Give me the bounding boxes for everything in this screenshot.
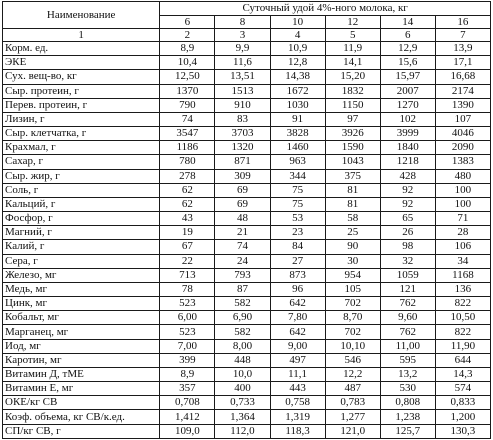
value-cell: 448 <box>215 353 270 367</box>
table-row <box>3 396 491 410</box>
table-row <box>3 424 491 438</box>
yield-level-cell: 8 <box>215 16 270 29</box>
value-cell: 105 <box>325 282 380 296</box>
table-row <box>3 155 491 169</box>
value-cell: 10,0 <box>215 367 270 381</box>
value-cell: 97 <box>325 112 380 126</box>
value-cell: 1370 <box>160 84 215 98</box>
value-cell: 83 <box>215 112 270 126</box>
column-number-cell: 5 <box>325 29 380 42</box>
value-cell: 1460 <box>270 141 325 155</box>
value-cell: 873 <box>270 268 325 282</box>
row-label: Цинк, мг <box>3 297 160 311</box>
value-cell: 13,9 <box>435 42 490 56</box>
value-cell: 1030 <box>270 98 325 112</box>
value-cell: 27 <box>270 254 325 268</box>
value-cell: 107 <box>435 112 490 126</box>
row-label: Фосфор, г <box>3 212 160 226</box>
row-label: Кальций, г <box>3 197 160 211</box>
value-cell: 69 <box>215 197 270 211</box>
table-row <box>3 212 491 226</box>
value-cell: 69 <box>215 183 270 197</box>
table-row <box>3 382 491 396</box>
value-cell: 399 <box>160 353 215 367</box>
row-label: Сера, г <box>3 254 160 268</box>
table-row <box>3 282 491 296</box>
value-cell: 53 <box>270 212 325 226</box>
value-cell: 11,9 <box>325 42 380 56</box>
value-cell: 15,20 <box>325 70 380 84</box>
value-cell: 910 <box>215 98 270 112</box>
table-row <box>3 169 491 183</box>
value-cell: 1,200 <box>435 410 490 424</box>
value-cell: 15,6 <box>380 56 435 70</box>
value-cell: 702 <box>325 325 380 339</box>
value-cell: 963 <box>270 155 325 169</box>
row-label: Лизин, г <box>3 112 160 126</box>
value-cell: 17,1 <box>435 56 490 70</box>
value-cell: 793 <box>215 268 270 282</box>
value-cell: 121,0 <box>325 424 380 438</box>
row-label: Сыр. жир, г <box>3 169 160 183</box>
value-cell: 8,9 <box>160 367 215 381</box>
value-cell: 14,3 <box>435 367 490 381</box>
value-cell: 0,833 <box>435 396 490 410</box>
table-row <box>3 353 491 367</box>
value-cell: 9,60 <box>380 311 435 325</box>
value-cell: 480 <box>435 169 490 183</box>
value-cell: 22 <box>160 254 215 268</box>
value-cell: 2007 <box>380 84 435 98</box>
value-cell: 0,708 <box>160 396 215 410</box>
value-cell: 702 <box>325 297 380 311</box>
value-cell: 3926 <box>325 127 380 141</box>
value-cell: 642 <box>270 325 325 339</box>
column-number-cell: 2 <box>160 29 215 42</box>
table-row <box>3 127 491 141</box>
row-label: Перев. протеин, г <box>3 98 160 112</box>
value-cell: 58 <box>325 212 380 226</box>
value-cell: 11,00 <box>380 339 435 353</box>
value-cell: 28 <box>435 226 490 240</box>
value-cell: 78 <box>160 282 215 296</box>
value-cell: 780 <box>160 155 215 169</box>
value-cell: 1043 <box>325 155 380 169</box>
value-cell: 11,1 <box>270 367 325 381</box>
value-cell: 6,90 <box>215 311 270 325</box>
value-cell: 400 <box>215 382 270 396</box>
value-cell: 10,10 <box>325 339 380 353</box>
value-cell: 1840 <box>380 141 435 155</box>
value-cell: 14,1 <box>325 56 380 70</box>
value-cell: 0,783 <box>325 396 380 410</box>
value-cell: 81 <box>325 197 380 211</box>
value-cell: 582 <box>215 297 270 311</box>
value-cell: 9,9 <box>215 42 270 56</box>
row-label: Сух. вещ-во, кг <box>3 70 160 84</box>
column-numbers-row <box>3 29 491 42</box>
value-cell: 1270 <box>380 98 435 112</box>
value-cell: 136 <box>435 282 490 296</box>
table-row <box>3 183 491 197</box>
value-cell: 0,808 <box>380 396 435 410</box>
value-cell: 100 <box>435 197 490 211</box>
value-cell: 822 <box>435 297 490 311</box>
value-cell: 1059 <box>380 268 435 282</box>
value-cell: 278 <box>160 169 215 183</box>
row-label: Витамин Д, тМЕ <box>3 367 160 381</box>
value-cell: 121 <box>380 282 435 296</box>
value-cell: 90 <box>325 240 380 254</box>
value-cell: 1383 <box>435 155 490 169</box>
row-label: Корм. ед. <box>3 42 160 56</box>
value-cell: 48 <box>215 212 270 226</box>
row-label: Кобальт, мг <box>3 311 160 325</box>
value-cell: 309 <box>215 169 270 183</box>
table-row <box>3 268 491 282</box>
daily-yield-header: Суточный удой 4%-ного молока, кг <box>160 2 491 16</box>
value-cell: 3999 <box>380 127 435 141</box>
value-cell: 11,6 <box>215 56 270 70</box>
table-row <box>3 42 491 56</box>
row-label: Каротин, мг <box>3 353 160 367</box>
value-cell: 574 <box>435 382 490 396</box>
value-cell: 12,8 <box>270 56 325 70</box>
value-cell: 8,70 <box>325 311 380 325</box>
value-cell: 14,38 <box>270 70 325 84</box>
value-cell: 30 <box>325 254 380 268</box>
value-cell: 25 <box>325 226 380 240</box>
value-cell: 375 <box>325 169 380 183</box>
value-cell: 523 <box>160 297 215 311</box>
column-number-cell: 4 <box>270 29 325 42</box>
value-cell: 74 <box>215 240 270 254</box>
value-cell: 12,9 <box>380 42 435 56</box>
value-cell: 644 <box>435 353 490 367</box>
value-cell: 487 <box>325 382 380 396</box>
value-cell: 1672 <box>270 84 325 98</box>
row-label: Коэф. объема, кг СВ/к.ед. <box>3 410 160 424</box>
row-label: Магний, г <box>3 226 160 240</box>
value-cell: 954 <box>325 268 380 282</box>
row-label: Крахмал, г <box>3 141 160 155</box>
yield-level-cell: 6 <box>160 16 215 29</box>
value-cell: 1513 <box>215 84 270 98</box>
value-cell: 582 <box>215 325 270 339</box>
value-cell: 822 <box>435 325 490 339</box>
value-cell: 11,90 <box>435 339 490 353</box>
value-cell: 92 <box>380 197 435 211</box>
value-cell: 87 <box>215 282 270 296</box>
value-cell: 762 <box>380 325 435 339</box>
yield-level-cell: 10 <box>270 16 325 29</box>
table-row <box>3 410 491 424</box>
value-cell: 7,80 <box>270 311 325 325</box>
column-number-cell: 6 <box>380 29 435 42</box>
value-cell: 91 <box>270 112 325 126</box>
value-cell: 62 <box>160 183 215 197</box>
row-label: Марганец, мг <box>3 325 160 339</box>
value-cell: 0,733 <box>215 396 270 410</box>
table-row <box>3 367 491 381</box>
row-label: ЭКЕ <box>3 56 160 70</box>
value-cell: 546 <box>325 353 380 367</box>
column-number-cell: 3 <box>215 29 270 42</box>
value-cell: 530 <box>380 382 435 396</box>
row-label: Иод, мг <box>3 339 160 353</box>
value-cell: 71 <box>435 212 490 226</box>
value-cell: 6,00 <box>160 311 215 325</box>
value-cell: 1320 <box>215 141 270 155</box>
value-cell: 75 <box>270 197 325 211</box>
value-cell: 357 <box>160 382 215 396</box>
value-cell: 762 <box>380 297 435 311</box>
value-cell: 497 <box>270 353 325 367</box>
value-cell: 1590 <box>325 141 380 155</box>
value-cell: 15,97 <box>380 70 435 84</box>
value-cell: 1,412 <box>160 410 215 424</box>
value-cell: 12,50 <box>160 70 215 84</box>
value-cell: 81 <box>325 183 380 197</box>
table-row <box>3 112 491 126</box>
value-cell: 62 <box>160 197 215 211</box>
value-cell: 871 <box>215 155 270 169</box>
value-cell: 1,319 <box>270 410 325 424</box>
column-number-cell: 1 <box>3 29 160 42</box>
value-cell: 21 <box>215 226 270 240</box>
value-cell: 34 <box>435 254 490 268</box>
value-cell: 92 <box>380 183 435 197</box>
value-cell: 98 <box>380 240 435 254</box>
value-cell: 16,68 <box>435 70 490 84</box>
value-cell: 1,277 <box>325 410 380 424</box>
value-cell: 19 <box>160 226 215 240</box>
yield-level-cell: 16 <box>435 16 490 29</box>
value-cell: 2090 <box>435 141 490 155</box>
value-cell: 130,3 <box>435 424 490 438</box>
row-label: Калий, г <box>3 240 160 254</box>
row-label: Сыр. протеин, г <box>3 84 160 98</box>
table-row <box>3 56 491 70</box>
row-label: Сахар, г <box>3 155 160 169</box>
value-cell: 790 <box>160 98 215 112</box>
value-cell: 100 <box>435 183 490 197</box>
nutrition-norms-table <box>2 1 491 439</box>
value-cell: 8,00 <box>215 339 270 353</box>
value-cell: 65 <box>380 212 435 226</box>
yield-level-cell: 12 <box>325 16 380 29</box>
value-cell: 3703 <box>215 127 270 141</box>
table-row <box>3 254 491 268</box>
value-cell: 10,9 <box>270 42 325 56</box>
value-cell: 24 <box>215 254 270 268</box>
table-row <box>3 84 491 98</box>
row-label: Витамин Е, мг <box>3 382 160 396</box>
value-cell: 43 <box>160 212 215 226</box>
value-cell: 32 <box>380 254 435 268</box>
value-cell: 125,7 <box>380 424 435 438</box>
value-cell: 4046 <box>435 127 490 141</box>
value-cell: 1186 <box>160 141 215 155</box>
value-cell: 1,238 <box>380 410 435 424</box>
value-cell: 10,50 <box>435 311 490 325</box>
value-cell: 1150 <box>325 98 380 112</box>
value-cell: 13,51 <box>215 70 270 84</box>
value-cell: 1390 <box>435 98 490 112</box>
table-row <box>3 240 491 254</box>
table-row <box>3 98 491 112</box>
value-cell: 1,364 <box>215 410 270 424</box>
value-cell: 0,758 <box>270 396 325 410</box>
name-column-header: Наименование <box>3 2 160 29</box>
value-cell: 23 <box>270 226 325 240</box>
table-row <box>3 339 491 353</box>
value-cell: 595 <box>380 353 435 367</box>
value-cell: 1218 <box>380 155 435 169</box>
value-cell: 642 <box>270 297 325 311</box>
value-cell: 67 <box>160 240 215 254</box>
row-label: Медь, мг <box>3 282 160 296</box>
value-cell: 713 <box>160 268 215 282</box>
value-cell: 344 <box>270 169 325 183</box>
table-row <box>3 297 491 311</box>
value-cell: 12,2 <box>325 367 380 381</box>
value-cell: 26 <box>380 226 435 240</box>
table-row <box>3 70 491 84</box>
value-cell: 109,0 <box>160 424 215 438</box>
table-row <box>3 311 491 325</box>
value-cell: 106 <box>435 240 490 254</box>
value-cell: 3547 <box>160 127 215 141</box>
value-cell: 8,9 <box>160 42 215 56</box>
value-cell: 10,4 <box>160 56 215 70</box>
table-row <box>3 226 491 240</box>
value-cell: 1168 <box>435 268 490 282</box>
value-cell: 428 <box>380 169 435 183</box>
table-row <box>3 197 491 211</box>
value-cell: 75 <box>270 183 325 197</box>
value-cell: 96 <box>270 282 325 296</box>
value-cell: 102 <box>380 112 435 126</box>
row-label: Соль, г <box>3 183 160 197</box>
value-cell: 13,2 <box>380 367 435 381</box>
table-row <box>3 141 491 155</box>
value-cell: 523 <box>160 325 215 339</box>
value-cell: 2174 <box>435 84 490 98</box>
value-cell: 1832 <box>325 84 380 98</box>
value-cell: 84 <box>270 240 325 254</box>
row-label: ОКЕ/кг СВ <box>3 396 160 410</box>
row-label: Железо, мг <box>3 268 160 282</box>
value-cell: 118,3 <box>270 424 325 438</box>
row-label: СП/кг СВ, г <box>3 424 160 438</box>
value-cell: 7,00 <box>160 339 215 353</box>
value-cell: 74 <box>160 112 215 126</box>
value-cell: 112,0 <box>215 424 270 438</box>
column-number-cell: 7 <box>435 29 490 42</box>
value-cell: 3828 <box>270 127 325 141</box>
value-cell: 9,00 <box>270 339 325 353</box>
yield-level-cell: 14 <box>380 16 435 29</box>
table-row <box>3 325 491 339</box>
row-label: Сыр. клетчатка, г <box>3 127 160 141</box>
value-cell: 443 <box>270 382 325 396</box>
table-body <box>3 42 491 439</box>
